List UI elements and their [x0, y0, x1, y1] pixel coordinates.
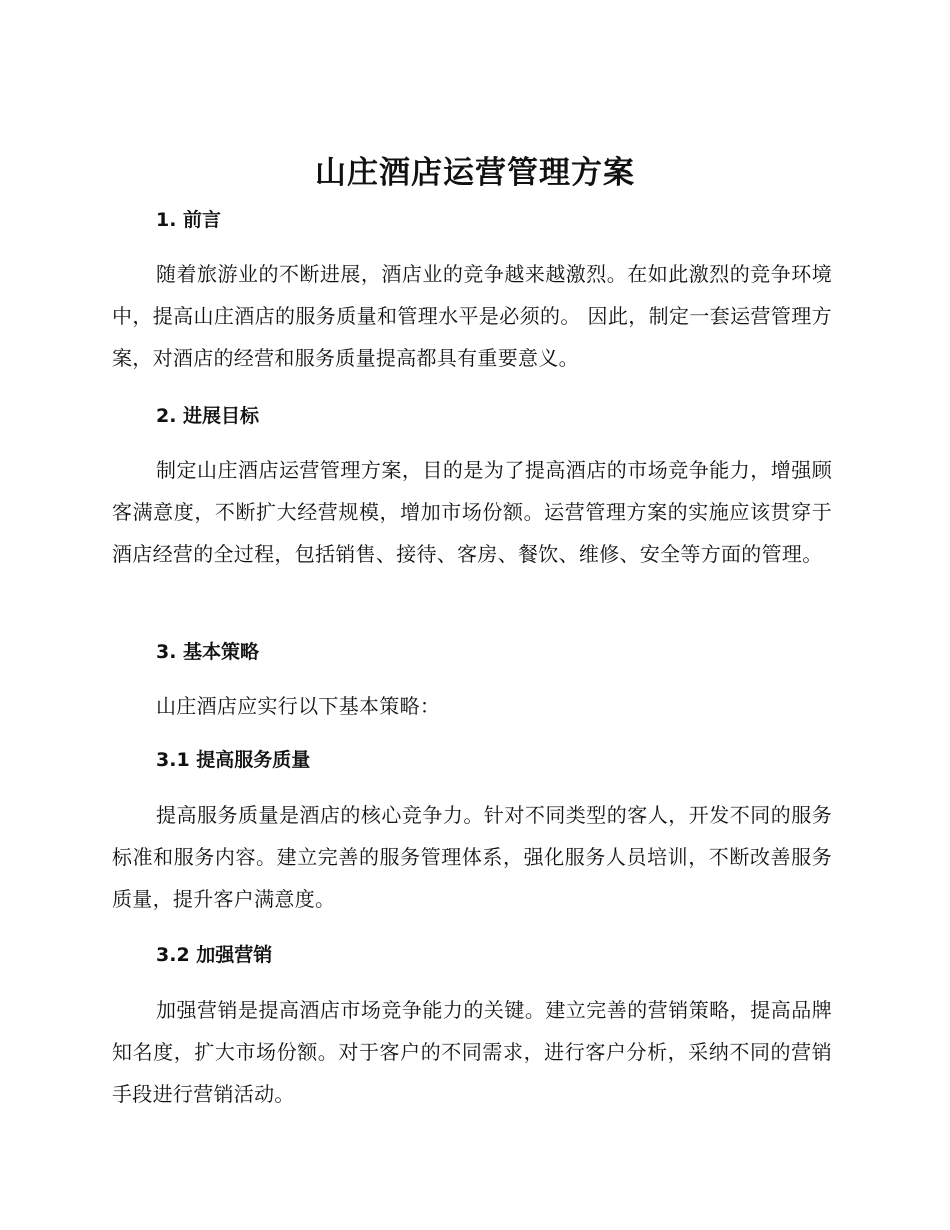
section-paragraph-marketing: 加强营销是提高酒店市场竞争能力的关键。建立完善的营销策略，提高品牌知名度，扩大市场份额。对于客户的不同需求，进行客户分析，采纳不同的营销手段进行营销活动。 [112, 998, 832, 1106]
section-paragraph-goals: 制定山庄酒店运营管理方案，目的是为了提高酒店的市场竞争能力，增强顾客满意度，不断扩大经营规模，增加市场份额。运营管理方案的实施应该贯穿于酒店经营的全过程，包括销售、接待、客房、餐饮、维修、安全等方面的管理。 [112, 458, 832, 566]
section-heading-marketing: 3.2 加强营销 [156, 944, 273, 966]
section-heading-preface: 1. 前言 [156, 209, 222, 231]
section-paragraph-service-quality: 提高服务质量是酒店的核心竞争力。针对不同类型的客人，开发不同的服务标准和服务内容。建立完善的服务管理体系，强化服务人员培训，不断改善服务质量，提升客户满意度。 [112, 803, 832, 911]
section-paragraph-preface: 随着旅游业的不断进展，酒店业的竞争越来越激烈。在如此激烈的竞争环境中，提高山庄酒店的服务质量和管理水平是必须的。 因此，制定一套运营管理方案，对酒店的经营和服务质量提高都具有重要意义。 [112, 262, 832, 370]
section-heading-service-quality: 3.1 提高服务质量 [156, 749, 311, 771]
section-heading-goals: 2. 进展目标 [156, 405, 260, 427]
section-heading-strategy: 3. 基本策略 [156, 641, 260, 663]
document-title: 山庄酒店运营管理方案 [315, 155, 635, 191]
section-paragraph-strategy: 山庄酒店应实行以下基本策略： [156, 694, 441, 718]
